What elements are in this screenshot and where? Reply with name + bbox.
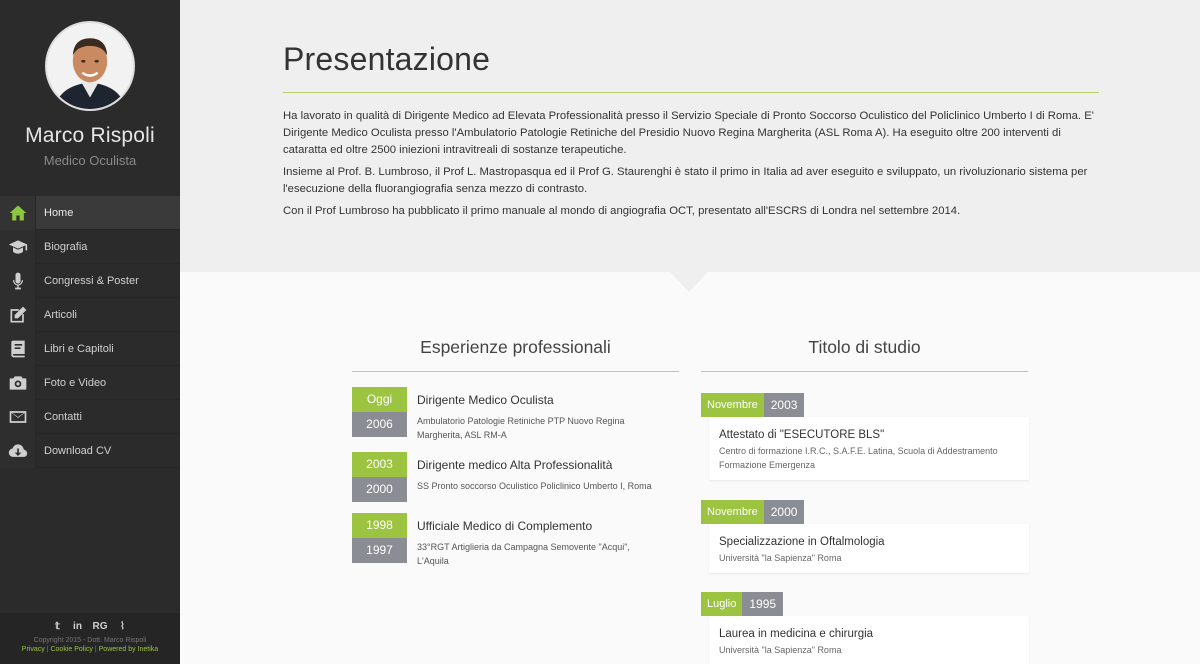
sidebar-item-congressi[interactable] <box>0 264 180 298</box>
education-card <box>709 417 1029 480</box>
copyright: Copyright 2015 - Dott. Marco Rispoli <box>33 637 147 644</box>
footer-links <box>0 646 180 653</box>
date-to: 1998 <box>352 513 407 538</box>
microphone-icon <box>0 264 36 298</box>
sidebar-item-label: Foto e Video <box>44 376 107 389</box>
date-range <box>352 387 407 437</box>
date-from: 1997 <box>352 538 407 563</box>
intro-paragraph: Con il Prof Lumbroso ha pubblicato il primo manuale al mondo di angiografia OCT, presentato all'ESCRS di Londra nel settembre 2014. <box>283 205 961 217</box>
experience-role: Dirigente Medico Oculista <box>417 393 554 407</box>
privacy-link[interactable]: Privacy <box>21 646 45 653</box>
sidebar-item-label: Congressi & Poster <box>44 274 139 287</box>
education-degree: Attestato di "ESECUTORE BLS" <box>719 429 885 441</box>
sidebar-item-label: Home <box>44 206 74 219</box>
sidebar-item-label: Download CV <box>44 444 112 457</box>
graduation-cap-icon <box>0 230 36 264</box>
social-links <box>0 613 180 632</box>
sidebar-item-label: Biografia <box>44 240 88 253</box>
edit-icon <box>0 298 36 332</box>
sidebar-item-foto[interactable] <box>0 366 180 400</box>
cloud-download-icon <box>0 434 36 468</box>
education-year: 2003 <box>764 393 805 417</box>
experience-title: Esperienze professionali <box>420 337 611 357</box>
profile-name: Marco Rispoli <box>25 124 155 147</box>
linkedin-icon[interactable]: in <box>73 621 82 632</box>
sidebar-item-label: Contatti <box>44 410 82 423</box>
education-degree: Laurea in medicina e chirurgia <box>719 628 874 640</box>
education-month: Novembre <box>701 393 764 417</box>
date-to: 2003 <box>352 452 407 477</box>
sidebar-item-download-cv[interactable] <box>0 434 180 468</box>
date-range <box>352 513 407 563</box>
date-from: 2006 <box>352 412 407 437</box>
title-divider <box>283 92 1099 93</box>
experience-desc: Ambulatorio Patologie Retiniche PTP Nuovo Regina Margherita, ASL RM-A <box>417 416 625 440</box>
powered-by-link[interactable]: Powered by Inetika <box>98 646 159 653</box>
experience-desc: 33°RGT Artiglieria da Campagna Semovente "Acqui", L'Aquila <box>417 542 630 566</box>
education-month: Novembre <box>701 500 764 524</box>
sidebar-footer <box>0 613 180 664</box>
profile-role: Medico Oculista <box>43 153 137 168</box>
avatar <box>45 21 135 111</box>
sidebar-item-biografia[interactable] <box>0 230 180 264</box>
date-to: Oggi <box>352 387 407 412</box>
sidebar-item-label: Libri e Capitoli <box>44 342 114 355</box>
education-month: Luglio <box>701 592 742 616</box>
education-title: Titolo di studio <box>808 337 921 357</box>
researchgate-icon[interactable]: RG <box>92 621 108 632</box>
education-year: 2000 <box>764 500 805 524</box>
rss-icon[interactable]: ⌇ <box>120 621 125 632</box>
home-icon <box>0 196 36 230</box>
sidebar-item-label: Articoli <box>44 308 78 321</box>
section-arrow <box>670 272 708 292</box>
link-separator: | <box>94 646 97 653</box>
twitter-icon[interactable]: 𝕥 <box>55 621 60 632</box>
education-institution: Centro di formazione I.R.C., S.A.F.E. Latina, Scuola di Addestramento Formazione Emergenza <box>719 446 998 470</box>
education-card <box>709 524 1029 573</box>
date-range <box>352 452 407 502</box>
education-date <box>701 393 804 417</box>
intro-paragraph: Insieme al Prof. B. Lumbroso, il Prof L. Mastropasqua ed il Prof G. Staurenghi è stato il primo in Italia ad aver eseguito e sviluppato, un rivoluzionario sistema per l'esecuzione della fluorangiografia senza mezzo di contrasto. <box>283 166 1088 195</box>
experience-role: Ufficiale Medico di Complemento <box>417 519 593 533</box>
envelope-icon <box>0 400 36 434</box>
education-card <box>709 616 1029 664</box>
sidebar-item-articoli[interactable] <box>0 298 180 332</box>
sidebar-nav <box>0 196 180 468</box>
sidebar <box>0 0 180 664</box>
education-degree: Specializzazione in Oftalmologia <box>719 536 885 548</box>
date-from: 2000 <box>352 477 407 502</box>
page-title: Presentazione <box>283 41 491 77</box>
book-icon <box>0 332 36 366</box>
experience-divider <box>352 371 679 372</box>
education-divider <box>701 371 1028 372</box>
education-institution: Università "la Sapienza" Roma <box>719 645 842 655</box>
sidebar-item-home[interactable] <box>0 196 180 230</box>
intro-paragraph: Ha lavorato in qualità di Dirigente Medico ad Elevata Professionalità presso il Servizio Speciale di Pronto Soccorso Oculistico del Policlinico Umberto I di Roma. E' Dirigente Medico Oculista presso l'Ambulatorio Patologie Retiniche del Presidio Nuovo Regina Margherita (ASL Roma A). Ha eseguito oltre 200 interventi di cataratta ed oltre 2500 iniezioni intravitreali di sostanze terapeutiche. <box>283 110 1094 156</box>
education-institution: Università "la Sapienza" Roma <box>719 553 842 563</box>
experience-role: Dirigente medico Alta Professionalità <box>417 458 613 472</box>
intro-text <box>283 108 1103 225</box>
link-separator: | <box>46 646 49 653</box>
education-date <box>701 500 804 524</box>
sidebar-item-contatti[interactable] <box>0 400 180 434</box>
experience-desc: SS Pronto soccorso Oculistico Policlinico Umberto I, Roma <box>417 481 652 491</box>
sidebar-item-libri[interactable] <box>0 332 180 366</box>
camera-icon <box>0 366 36 400</box>
education-year: 1995 <box>742 592 783 616</box>
cookie-policy-link[interactable]: Cookie Policy <box>50 646 93 653</box>
education-date <box>701 592 783 616</box>
